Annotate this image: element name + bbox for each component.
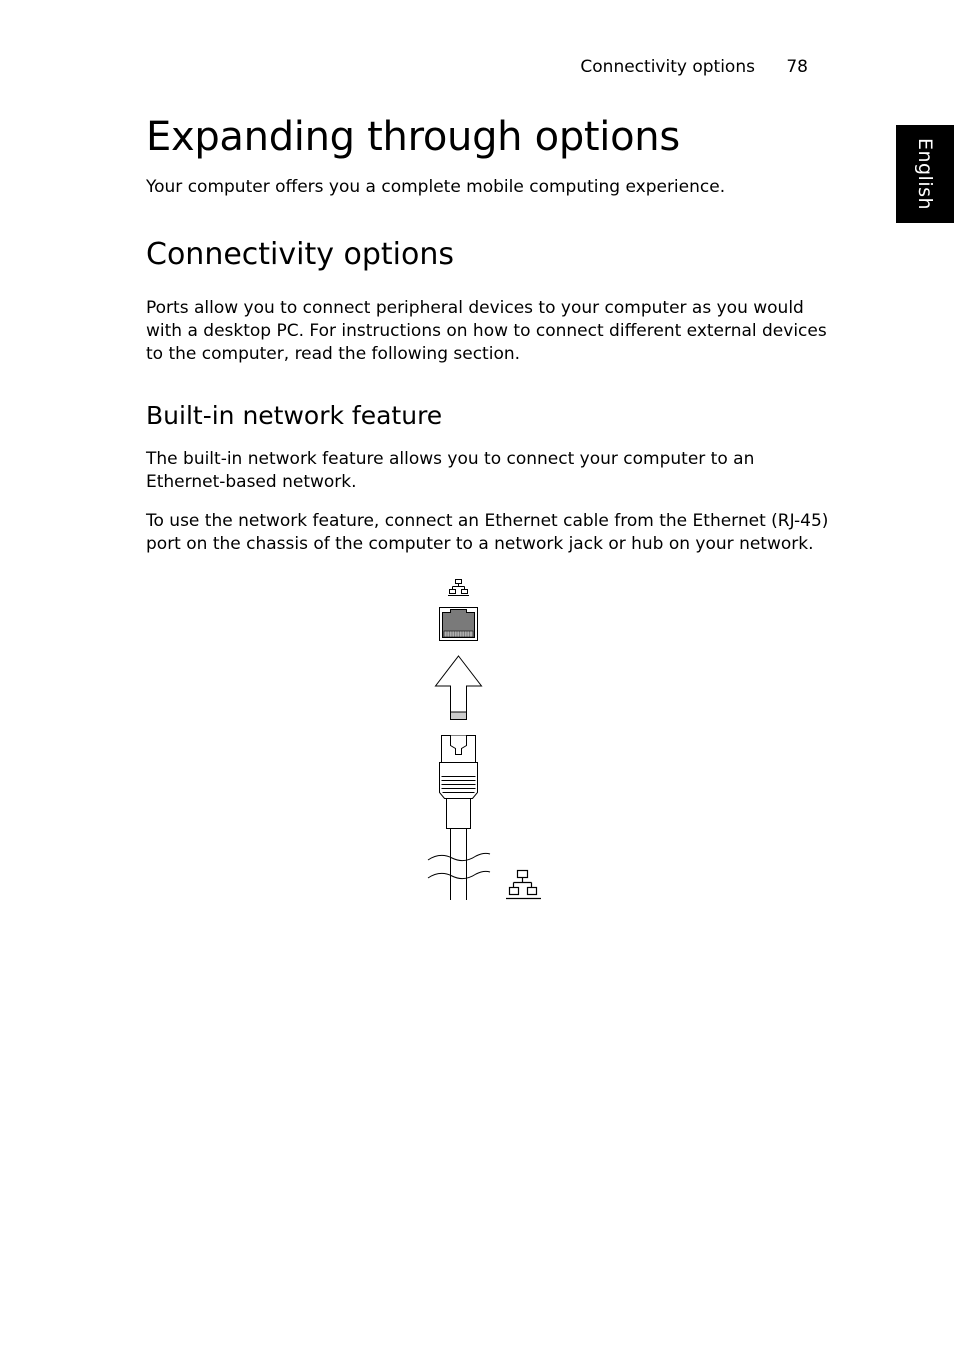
ethernet-figure xyxy=(420,576,560,906)
page-number: 78 xyxy=(786,57,808,77)
section-heading: Connectivity options xyxy=(146,237,455,272)
page-title: Expanding through options xyxy=(146,114,680,160)
header-section-title: Connectivity options xyxy=(580,57,755,77)
section-paragraph: Ports allow you to connect peripheral devices to your computer as you would with a desktop PC. For instructions on how to connect different external devices to the computer, read the following section. xyxy=(146,298,827,364)
subsection-paragraph-1: The built-in network feature allows you to connect your computer to an Ethernet-based network. xyxy=(146,449,755,492)
language-tab-label: English xyxy=(914,137,937,211)
subsection-paragraph-2: To use the network feature, connect an Ethernet cable from the Ethernet (RJ-45) port on the chassis of the computer to a network jack or hub on your network. xyxy=(146,511,829,554)
intro-paragraph: Your computer offers you a complete mobile computing experience. xyxy=(146,177,726,197)
up-arrow-icon xyxy=(436,656,482,720)
network-icon xyxy=(506,871,541,899)
subsection-heading: Built-in network feature xyxy=(146,401,443,430)
ethernet-plug-icon xyxy=(428,736,490,901)
network-icon xyxy=(448,580,469,596)
ethernet-illustration xyxy=(420,576,560,906)
page-content xyxy=(146,110,836,556)
rj45-port-icon xyxy=(440,608,478,641)
running-header xyxy=(580,57,808,77)
language-tab xyxy=(896,125,954,223)
